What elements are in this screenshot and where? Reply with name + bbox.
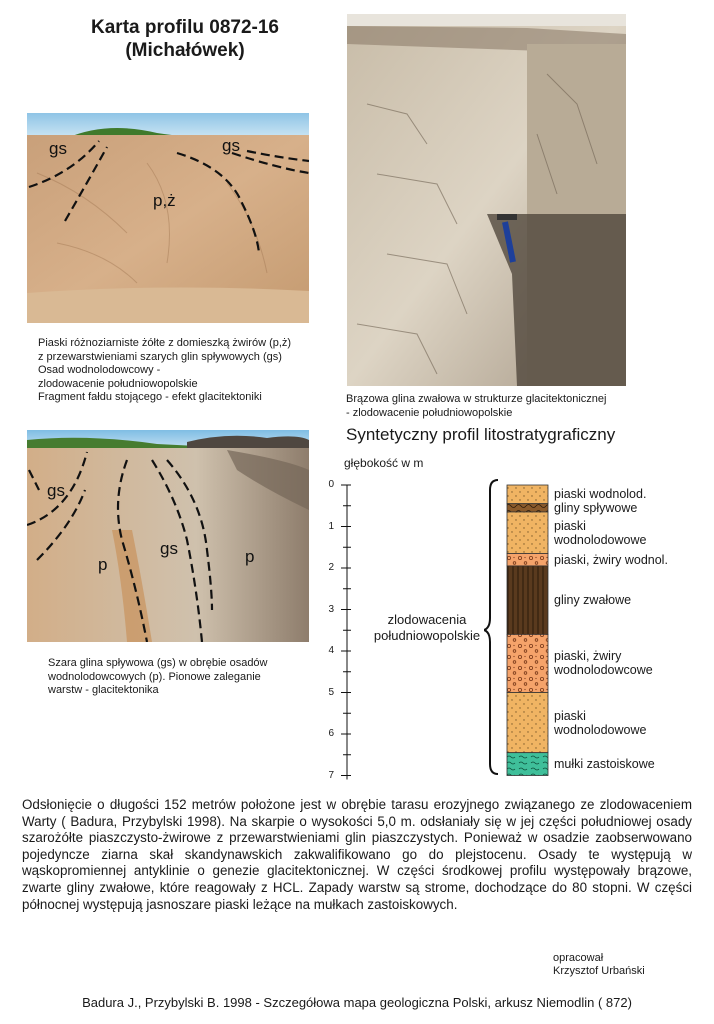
depth-tick-label: 3 (328, 603, 334, 615)
photo-folded-sands (27, 113, 309, 323)
label-p-right: p (245, 547, 255, 566)
reference-footer: Badura J., Przybylski B. 1998 - Szczegółowa mapa geologiczna Polski, arkusz Niemodlin ( 872) (82, 995, 632, 1010)
caption-line: Szara glina spływowa (gs) w obrębie osadów (48, 657, 268, 669)
layer-label-4: gliny zwałowe (554, 593, 632, 608)
brace-label-line: zlodowacenia (387, 612, 467, 627)
section-title: Syntetyczny profil litostratygraficzny (346, 425, 616, 444)
label-pz: p,ż (153, 191, 176, 210)
depth-tick-label: 7 (328, 769, 334, 781)
layer-label-0: piaski wodnolod. (554, 487, 647, 502)
depth-tick-label: 5 (328, 686, 334, 698)
label-gs-left: gs (49, 139, 67, 158)
label-gs-mid: gs (160, 539, 178, 558)
layer-4 (507, 566, 548, 634)
depth-axis-label: głębokość w m (344, 456, 424, 470)
title-line-1: Karta profilu 0872-16 (91, 17, 279, 38)
caption-line: Brązowa glina zwałowa w strukturze glacitektonicznej (346, 393, 607, 405)
lithology-column (506, 478, 550, 778)
layer-label-6: piaski wodnolodowowe (554, 708, 647, 737)
label-p-left: p (98, 555, 108, 574)
photo-vertical-layers (27, 430, 309, 642)
author-block (553, 952, 645, 978)
photo-till-with-hammer (347, 14, 626, 386)
layer-3 (507, 553, 548, 565)
layer-7 (507, 753, 548, 776)
brace-label-line: południowopolskie (373, 628, 481, 643)
caption-line: Fragment fałdu stojącego - efekt glacitektoniki (38, 391, 262, 403)
photo3-caption (48, 657, 328, 698)
depth-tick-label: 2 (328, 562, 334, 573)
caption-line: Osad wodnolodowcowy - (38, 364, 161, 376)
layer-label-3: piaski, żwiry wodnol. (554, 552, 668, 567)
caption-line: Piaski różnoziarniste żółte z domieszką żwirów (p,ż) (38, 337, 292, 349)
layer-label-1: gliny spływowe (554, 500, 638, 515)
layer-0 (507, 485, 548, 504)
layer-label-7: mułki zastoiskowe (554, 757, 655, 772)
layer-label-5: piaski, żwiry wodnolodowcowe (554, 649, 653, 678)
page-title (70, 16, 300, 62)
photo1-caption (38, 337, 338, 405)
description-text: Odsłonięcie o długości 152 metrów położone jest w obrębie tarasu erozyjnego związanego ze zlodowaceniem Warty ( Badura, Przybylski 1998). Na skarpie o wysokości 5,0 m. odsłaniały się w jej części południowej osady szarożółte piaszczysto-żwirowe z przewarstwieniami glin piaszczystych. Ponieważ w osadzie zaobserwowano pojedyncze ziarna skał skandynawskich zakwalifikowano go do plejstocenu. Osady te występują w wąskopromiennej antyklinie o genezie glacitektonicznej. W części środkowej profilu występowały brązowe, zwarte gliny zwałowe, które reagowały z HCL. Zapady warstw są strome, dochodzące do 80 stopni. W części północnej występują jasnoszare piaski leżące na mułkach zastoiskowych. (22, 797, 692, 912)
label-gs-right: gs (222, 136, 240, 155)
layer-label-2: piaski wodnolodowowe (554, 518, 647, 547)
author-role: opracował (553, 952, 604, 964)
caption-line: wodnolodowcowych (p). Pionowe zaleganie (48, 670, 261, 683)
depth-tick-label: 6 (328, 728, 334, 739)
caption-line: z przewarstwieniami szarych glin spływowych (gs) (38, 350, 282, 363)
brace-label (367, 612, 487, 644)
brace (484, 478, 504, 778)
caption-line: - zlodowacenie południowopolskie (346, 406, 513, 419)
caption-line: zlodowacenie południowopolskie (38, 377, 198, 390)
layer-1 (507, 504, 548, 512)
layer-6 (507, 693, 548, 753)
depth-tick-label: 0 (328, 479, 334, 490)
layer-2 (507, 512, 548, 553)
label-gs-left: gs (47, 481, 65, 500)
author-name: Krzysztof Urbański (553, 965, 645, 977)
caption-line: warstw - glacitektonika (48, 684, 159, 696)
layer-5 (507, 634, 548, 692)
depth-tick-label: 4 (328, 645, 334, 656)
title-line-2: (Michałówek) (125, 40, 245, 61)
photo2-caption (346, 393, 686, 420)
depth-tick-label: 1 (328, 520, 334, 532)
